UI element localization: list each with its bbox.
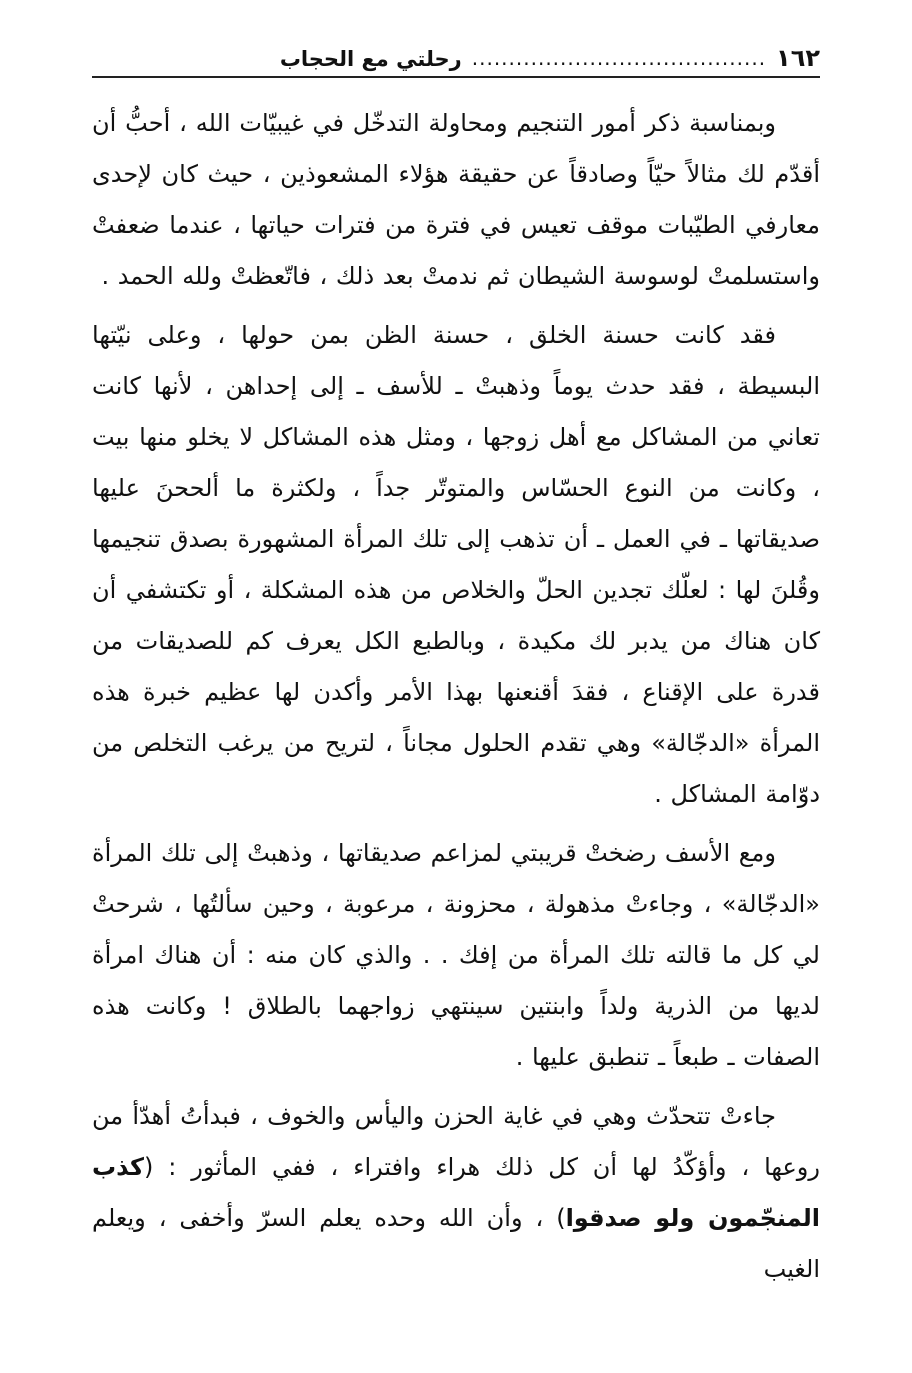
book-title: رحلتي مع الحجاب (279, 47, 462, 71)
paragraph-1: وبمناسبة ذكر أمور التنجيم ومحاولة التدخّل في غيبيّات الله ، أحبُّ أن أقدّم لك مثالاً حيّاً وصادقاً عن حقيقة هؤلاء المشعوذين ، حيث كان لإحدى معارفي الطيّبات موقف تعيس في فترة من فترات حياتها ، عندما ضعفتْ واستسلمتْ لوسوسة الشيطان ثم ندمتْ بعد ذلك ، فاتّعظتْ ولله الحمد . (92, 109, 820, 290)
paragraph-4 (92, 1091, 820, 1295)
paragraph-2: فقد كانت حسنة الخلق ، حسنة الظن بمن حولها ، وعلى نيّتها البسيطة ، فقد حدث يوماً وذهبتْ ـ للأسف ـ إلى إحداهن ، لأنها كانت تعاني من المشاكل مع أهل زوجها ، ومثل هذه المشاكل لا يخلو منها بيت ، وكانت من النوع الحسّاس والمتوتّر جداً ، ولكثرة ما ألححنَ عليها صديقاتها ـ في العمل ـ أن تذهب إلى تلك المرأة المشهورة بصدق تنجيمها وقُلنَ لها : لعلّك تجدين الحلّ والخلاص من هذه المشكلة ، أو تكتشفي أن كان هناك من يدبر لك مكيدة ، وبالطبع الكل يعرف كم للصديقات من قدرة على الإقناع ، فقدَ أقنعنها بهذا الأمر وأكدن لها عظيم خبرة هذه المرأة «الدجّالة» وهي تقدم الحلول مجاناً ، لتريح من يرغب التخلص من دوّامة المشاكل . (92, 321, 820, 808)
header-dot-leader: ........................................ (471, 46, 767, 70)
paragraph-4-end: ) ، وأن الله وحده يعلم السرّ وأخفى ، ويعلم الغيب (92, 1204, 820, 1283)
page-header (92, 30, 820, 78)
page-number: ١٦٢ (776, 44, 820, 72)
page-body (92, 98, 820, 1295)
paragraph-3: ومع الأسف رضختْ قريبتي لمزاعم صديقاتها ، وذهبتْ إلى تلك المرأة «الدجّالة» ، وجاءتْ مذهولة ، محزونة ، مرعوبة ، وحين سألتُها ، شرحتْ لي كل ما قالته تلك المرأة من إفك . . والذي كان منه : أن هناك امرأة لديها من الذرية ولداً وابنتين سينتهي زواجهما بالطلاق ! وكانت هذه الصفات ـ طبعاً ـ تنطبق عليها . (92, 839, 820, 1071)
paragraph-4-start: جاءتْ تتحدّث وهي في غاية الحزن واليأس والخوف ، فبدأتُ أهدّأ من روعها ، وأؤكّدُ لها أن كل ذلك هراء وافتراء ، ففي المأثور : ( (92, 1102, 820, 1181)
quoted-proverb: كذب المنجّمون ولو صدقوا (92, 1153, 820, 1232)
